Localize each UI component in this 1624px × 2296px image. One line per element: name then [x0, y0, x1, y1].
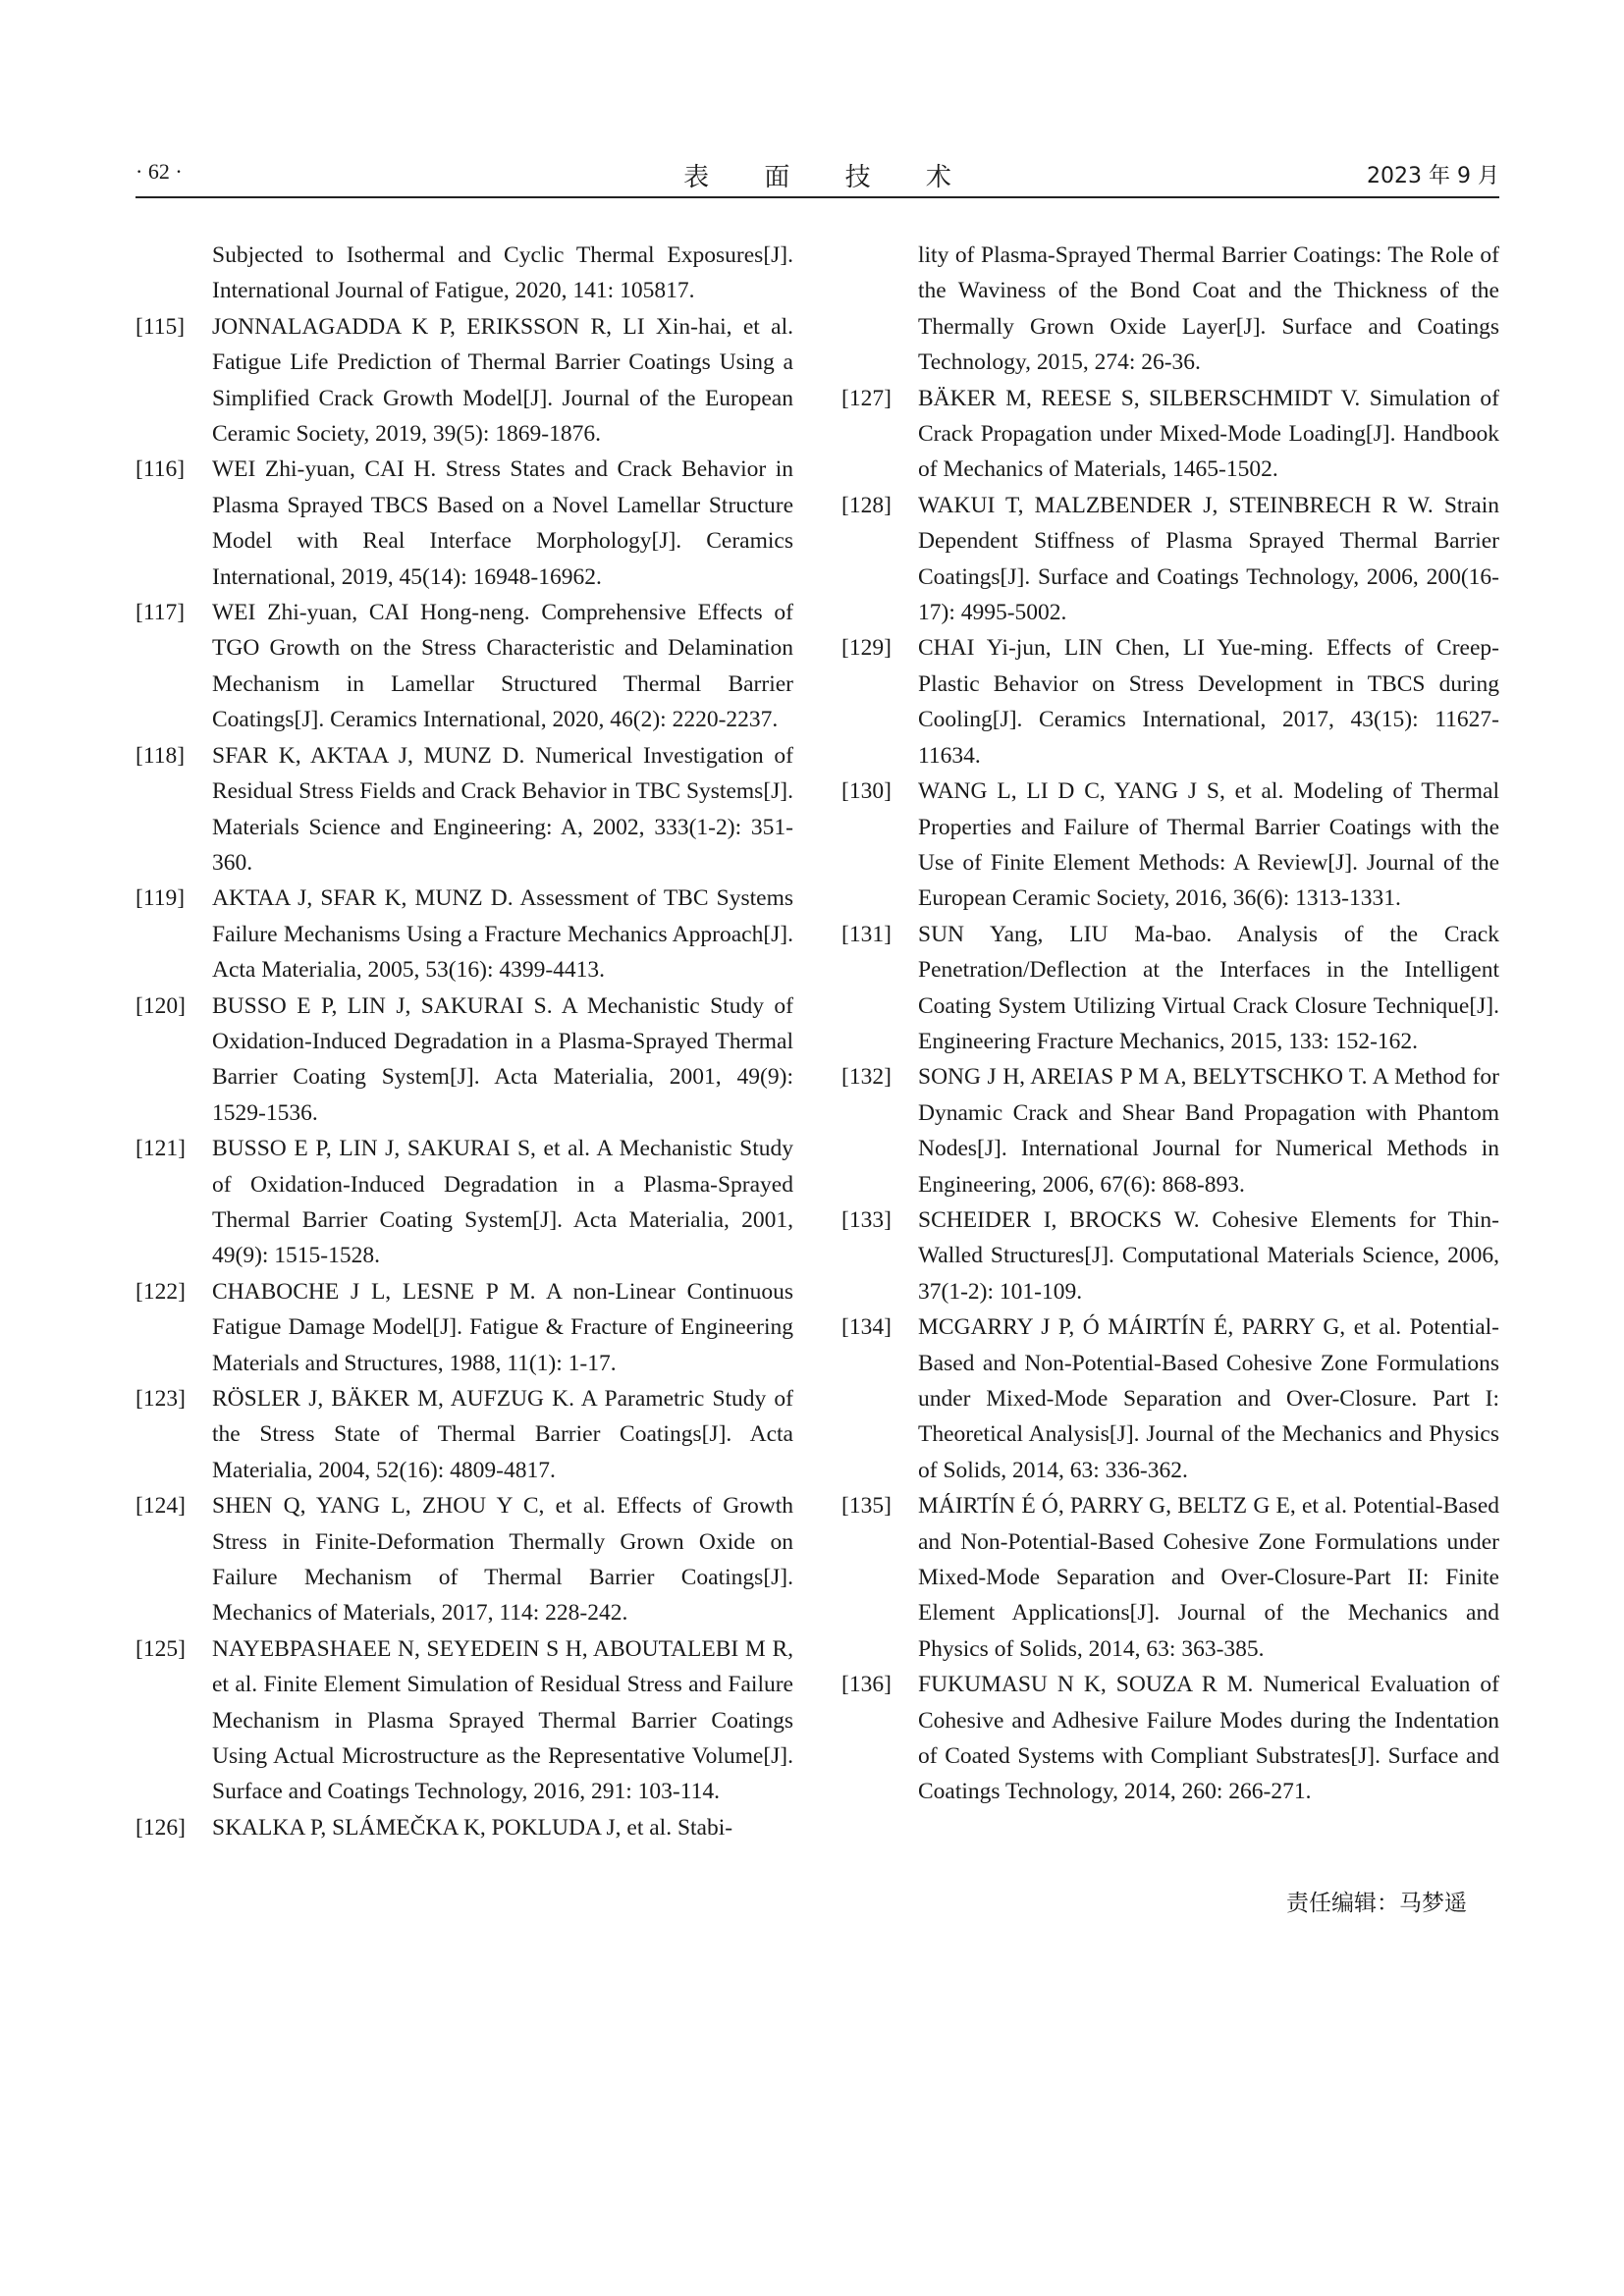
reference-entry	[135, 309, 793, 453]
reference-number: [129]	[841, 635, 892, 662]
responsible-editor: 责任编辑：马梦遥	[1286, 1891, 1467, 1916]
reference-text: SCHEIDER I, BROCKS W. Cohesive Elements for Thin-Walled Structures[J]. Computational Materials Science, 2006, 37(1-2): 101-109.	[918, 1206, 1499, 1305]
reference-number: [117]	[135, 600, 186, 626]
reference-number: [134]	[841, 1314, 892, 1341]
issue-date: 2023 年 9 月	[1367, 164, 1499, 188]
reference-number: [119]	[135, 885, 186, 912]
reference-entry	[135, 881, 793, 988]
reference-number: [130]	[841, 778, 892, 805]
reference-entry	[135, 1488, 793, 1631]
reference-number: [123]	[135, 1386, 186, 1412]
reference-text: BUSSO E P, LIN J, SAKURAI S. A Mechanistic Study of Oxidation-Induced Degradation in a Plasma-Sprayed Thermal Barrier Coating System[J]. Acta Materialia, 2001, 49(9): 1529-1536.	[212, 992, 793, 1126]
reference-text: WAKUI T, MALZBENDER J, STEINBRECH R W. Strain Dependent Stiffness of Plasma Sprayed Thermal Barrier Coatings[J]. Surface and Coatings Technology, 2006, 200(16-17): 4995-5002.	[918, 492, 1499, 626]
reference-text: BÄKER M, REESE S, SILBERSCHMIDT V. Simulation of Crack Propagation under Mixed-Mode Loading[J]. Handbook of Mechanics of Materials, 1465-1502.	[918, 385, 1499, 483]
page-number: · 62 ·	[135, 159, 183, 184]
reference-number: [116]	[135, 456, 186, 483]
reference-number: [122]	[135, 1278, 186, 1305]
reference-text: CHAI Yi-jun, LIN Chen, LI Yue-ming. Effects of Creep-Plastic Behavior on Stress Development in TBCS during Cooling[J]. Ceramics International, 2017, 43(15): 11627-11634.	[918, 635, 1499, 769]
reference-number: [115]	[135, 313, 186, 340]
page-header	[135, 157, 1499, 198]
reference-number: [132]	[841, 1064, 892, 1091]
reference-entry	[841, 917, 1499, 1060]
reference-text: BUSSO E P, LIN J, SAKURAI S, et al. A Mechanistic Study of Oxidation-Induced Degradation in a Plasma-Sprayed Thermal Barrier Coating System[J]. Acta Materialia, 2001, 49(9): 1515-1528.	[212, 1136, 793, 1269]
reference-column-right	[841, 238, 1499, 1810]
reference-number: [125]	[135, 1635, 186, 1662]
reference-entry	[135, 595, 793, 738]
reference-entry	[841, 1488, 1499, 1667]
reference-text: Subjected to Isothermal and Cyclic Thermal Exposures[J]. International Journal of Fatigue, 2020, 141: 105817.	[212, 242, 793, 304]
reference-entry	[135, 1810, 793, 1845]
reference-number: [118]	[135, 742, 186, 769]
reference-text: SUN Yang, LIU Ma-bao. Analysis of the Crack Penetration/Deflection at the Interfaces in the Intelligent Coating System Utilizing Virtual Crack Closure Technique[J]. Engineering Fracture Mechanics, 2015, 133: 152-162.	[918, 921, 1499, 1054]
reference-entry	[135, 452, 793, 595]
reference-entry	[135, 738, 793, 881]
reference-text: lity of Plasma-Sprayed Thermal Barrier Coatings: The Role of the Waviness of the Bond Coat and the Thickness of the Thermally Grown Oxide Layer[J]. Surface and Coatings Technology, 2015, 274: 26-36.	[918, 242, 1499, 376]
reference-column-left	[135, 238, 793, 1845]
reference-text: SONG J H, AREIAS P M A, BELYTSCHKO T. A Method for Dynamic Crack and Shear Band Propagation with Phantom Nodes[J]. International Journal for Numerical Methods in Engineering, 2006, 67(6): 868-893.	[918, 1064, 1499, 1198]
reference-text: SHEN Q, YANG L, ZHOU Y C, et al. Effects of Growth Stress in Finite-Deformation Thermally Grown Oxide on Failure Mechanism of Thermal Barrier Coatings[J]. Mechanics of Materials, 2017, 114: 228-242.	[212, 1493, 793, 1627]
reference-entry	[841, 1309, 1499, 1488]
reference-entry	[135, 238, 793, 309]
reference-number: [131]	[841, 921, 892, 947]
reference-text: CHABOCHE J L, LESNE P M. A non-Linear Continuous Fatigue Damage Model[J]. Fatigue & Fracture of Engineering Materials and Structures, 1988, 11(1): 1-17.	[212, 1278, 793, 1376]
reference-text: WEI Zhi-yuan, CAI H. Stress States and Crack Behavior in Plasma Sprayed TBCS Based on a Novel Lamellar Structure Model with Real Interface Morphology[J]. Ceramics International, 2019, 45(14): 16948-16962.	[212, 456, 793, 590]
reference-entry	[841, 488, 1499, 631]
reference-number: [135]	[841, 1493, 892, 1520]
journal-title: 表 面 技 术	[683, 163, 975, 192]
reference-text: SKALKA P, SLÁMEČKA K, POKLUDA J, et al. Stabi-	[212, 1814, 733, 1841]
reference-entry	[841, 238, 1499, 381]
reference-text: FUKUMASU N K, SOUZA R M. Numerical Evaluation of Cohesive and Adhesive Failure Modes during the Indentation of Coated Systems with Compliant Substrates[J]. Surface and Coatings Technology, 2014, 260: 266-271.	[918, 1672, 1499, 1805]
reference-text: AKTAA J, SFAR K, MUNZ D. Assessment of TBC Systems Failure Mechanisms Using a Fracture Mechanics Approach[J]. Acta Materialia, 2005, 53(16): 4399-4413.	[212, 885, 793, 984]
reference-entry	[841, 630, 1499, 774]
reference-text: SFAR K, AKTAA J, MUNZ D. Numerical Investigation of Residual Stress Fields and Crack Behavior in TBC Systems[J]. Materials Science and Engineering: A, 2002, 333(1-2): 351-360.	[212, 742, 793, 876]
reference-number: [136]	[841, 1672, 892, 1698]
reference-entry	[135, 988, 793, 1132]
reference-number: [133]	[841, 1206, 892, 1233]
reference-number: [128]	[841, 492, 892, 518]
reference-entry	[135, 1381, 793, 1488]
reference-entry	[841, 381, 1499, 488]
reference-entry	[841, 1202, 1499, 1309]
reference-number: [126]	[135, 1814, 186, 1841]
reference-text: NAYEBPASHAEE N, SEYEDEIN S H, ABOUTALEBI M R, et al. Finite Element Simulation of Residual Stress and Failure Mechanism in Plasma Sprayed Thermal Barrier Coatings Using Actual Microstructure as the Representative Volume[J]. Surface and Coatings Technology, 2016, 291: 103-114.	[212, 1635, 793, 1805]
reference-text: WANG L, LI D C, YANG J S, et al. Modeling of Thermal Properties and Failure of Thermal Barrier Coatings with the Use of Finite Element Methods: A Review[J]. Journal of the European Ceramic Society, 2016, 36(6): 1313-1331.	[918, 778, 1499, 912]
reference-number: [121]	[135, 1136, 186, 1162]
reference-text: JONNALAGADDA K P, ERIKSSON R, LI Xin-hai, et al. Fatigue Life Prediction of Thermal Barrier Coatings Using a Simplified Crack Growth Model[J]. Journal of the European Ceramic Society, 2019, 39(5): 1869-1876.	[212, 313, 793, 448]
reference-number: [127]	[841, 385, 892, 411]
reference-entry	[841, 774, 1499, 917]
reference-entry	[135, 1274, 793, 1381]
reference-entry	[135, 1131, 793, 1274]
reference-entry	[135, 1631, 793, 1810]
reference-text: RÖSLER J, BÄKER M, AUFZUG K. A Parametric Study of the Stress State of Thermal Barrier Coatings[J]. Acta Materialia, 2004, 52(16): 4809-4817.	[212, 1386, 793, 1483]
reference-number: [124]	[135, 1493, 186, 1520]
reference-entry	[841, 1059, 1499, 1202]
reference-text: WEI Zhi-yuan, CAI Hong-neng. Comprehensive Effects of TGO Growth on the Stress Characteristic and Delamination Mechanism in Lamellar Structured Thermal Barrier Coatings[J]. Ceramics International, 2020, 46(2): 2220-2237.	[212, 600, 793, 733]
reference-entry	[841, 1667, 1499, 1810]
reference-text: MCGARRY J P, Ó MÁIRTÍN É, PARRY G, et al. Potential-Based and Non-Potential-Based Cohesive Zone Formulations under Mixed-Mode Separation and Over-Closure. Part I: Theoretical Analysis[J]. Journal of the Mechanics and Physics of Solids, 2014, 63: 336-362.	[918, 1314, 1499, 1483]
reference-text: MÁIRTÍN É Ó, PARRY G, BELTZ G E, et al. Potential-Based and Non-Potential-Based Cohesive Zone Formulations under Mixed-Mode Separation and Over-Closure-Part II: Finite Element Applications[J]. Journal of the Mechanics and Physics of Solids, 2014, 63: 363-385.	[918, 1493, 1499, 1662]
reference-number: [120]	[135, 992, 186, 1019]
